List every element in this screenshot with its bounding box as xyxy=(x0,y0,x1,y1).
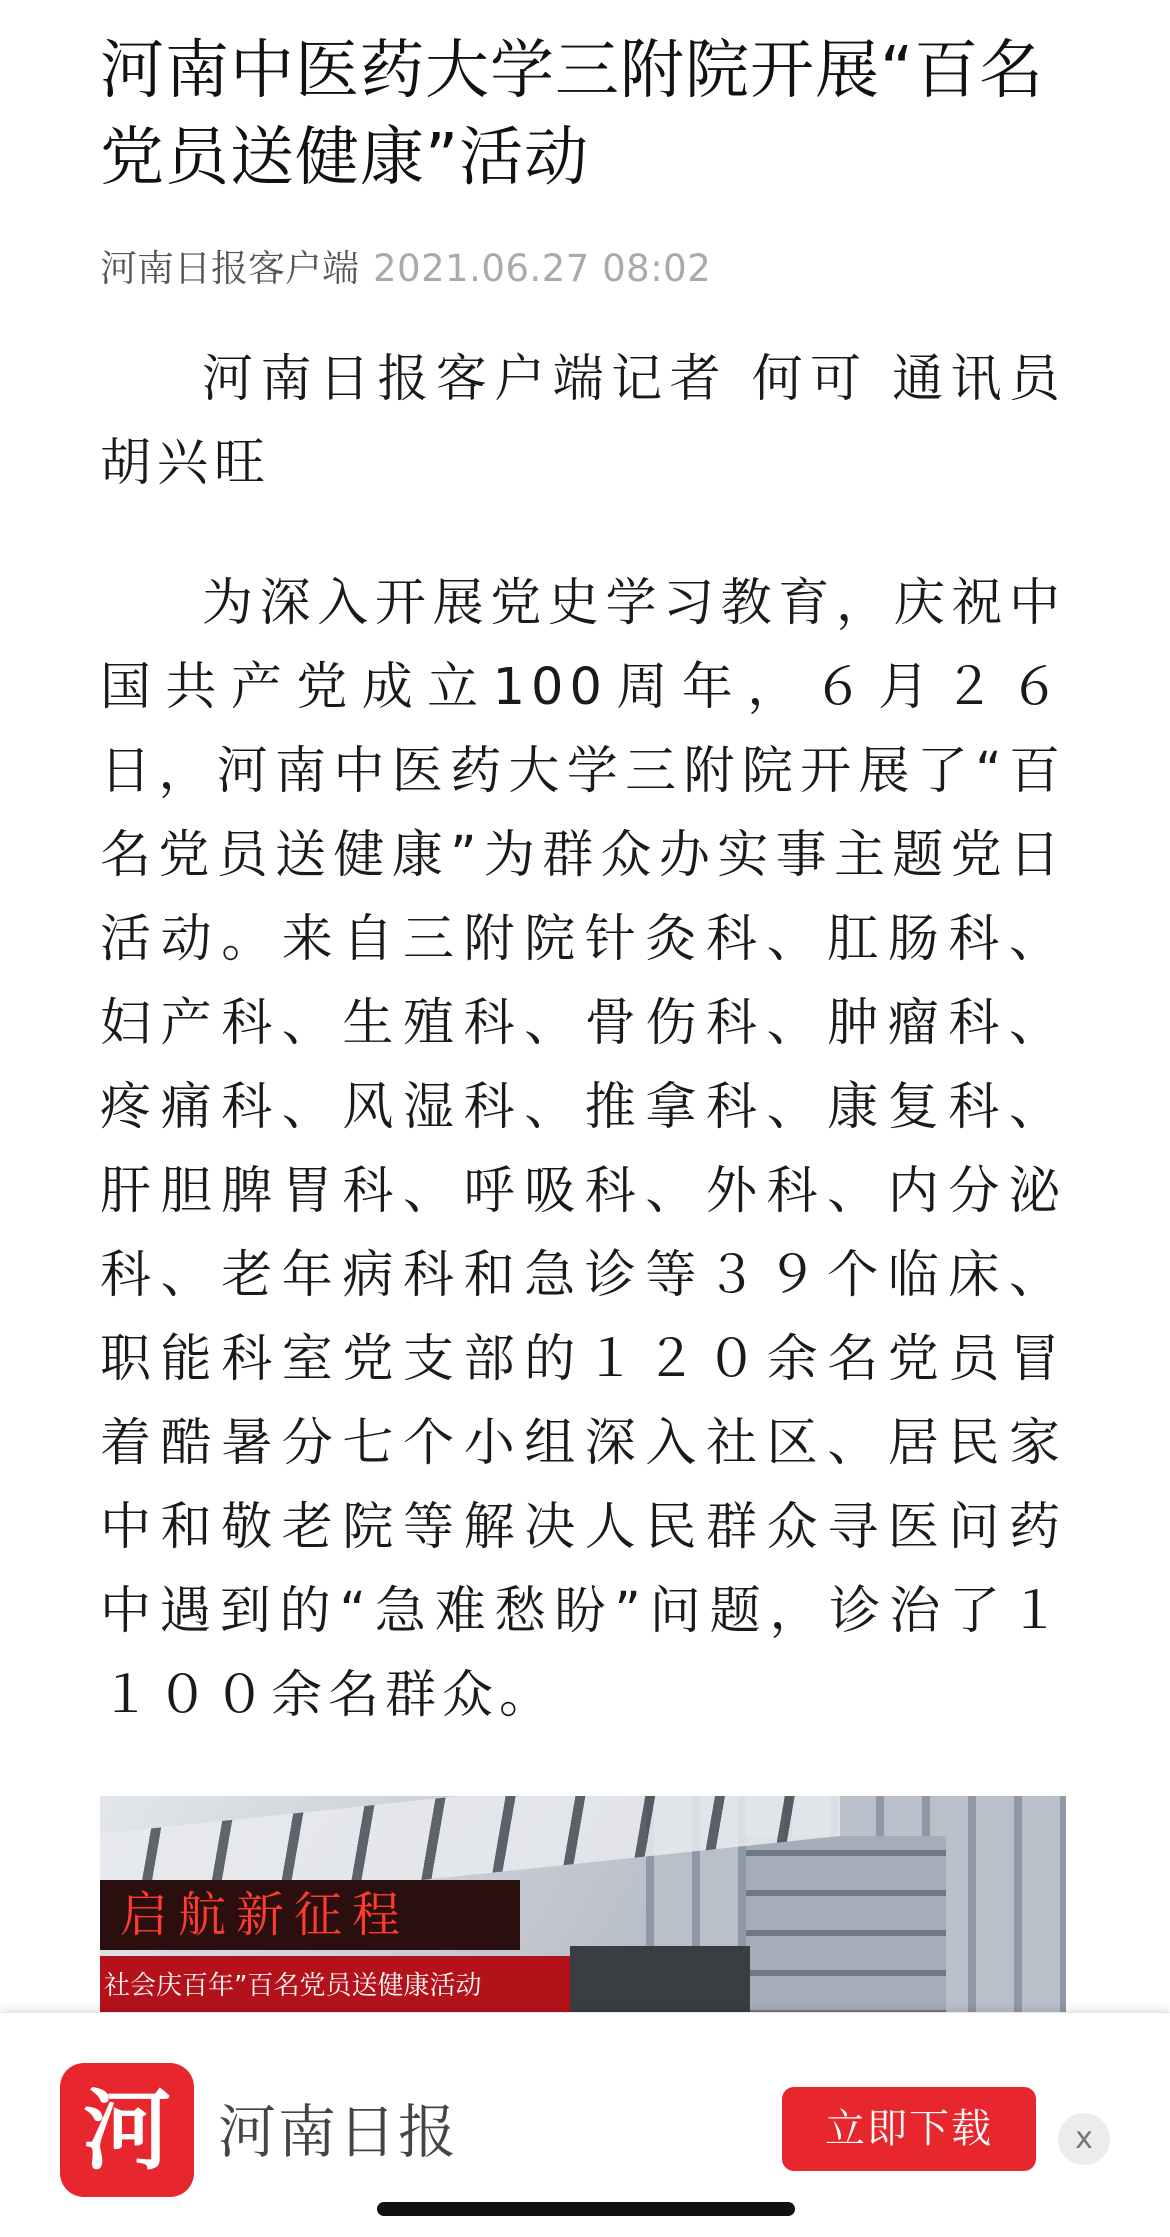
home-indicator[interactable] xyxy=(377,2202,795,2216)
app-logo[interactable] xyxy=(60,2063,194,2197)
close-banner-button[interactable] xyxy=(1058,2113,1110,2165)
article-photo[interactable] xyxy=(100,1796,1066,2016)
photo-building-front xyxy=(746,1836,946,2016)
app-logo-icon: 河 xyxy=(82,2078,171,2182)
close-icon: x xyxy=(1075,2121,1093,2156)
article-title: 河南中医药大学三附院开展“百名党员送健康”活动 xyxy=(100,34,1045,195)
article-timestamp: 2021.06.27 08:02 xyxy=(373,247,712,290)
article-meta xyxy=(100,244,1066,294)
app-brand-name: 河南日报 xyxy=(218,2098,459,2166)
photo-banner: 社会庆百年”百名党员送健康活动 xyxy=(100,1956,574,2016)
download-button[interactable]: 立即下载 xyxy=(782,2087,1036,2171)
article-source[interactable]: 河南日报客户端 xyxy=(100,247,359,290)
body-paragraph: 为深入开展党史学习教育，庆祝中国共产党成立100周年，６月２６日，河南中医药大学三附院开展了“百名党员送健康”为群众办实事主题党日活动。来自三附院针灸科、肛肠科、妇产科、生殖科、骨伤科、肿瘤科、疼痛科、风湿科、推拿科、康复科、肝胆脾胃科、呼吸科、外科、内分泌科、老年病科和急诊等３９个临床、职能科室党支部的１２０余名党员冒着酷暑分七个小组深入社区、居民家中和敬老院等解决人民群众寻医问药中遇到的“急难愁盼”问题，诊治了１１００余名群众。 xyxy=(100,574,1066,1725)
article xyxy=(100,28,1066,1738)
photo-entrance xyxy=(570,1946,750,2016)
byline-paragraph: 河南日报客户端记者 何可 通讯员 胡兴旺 xyxy=(100,350,1066,493)
photo-led-sign: 启航新征程 xyxy=(100,1880,520,1950)
